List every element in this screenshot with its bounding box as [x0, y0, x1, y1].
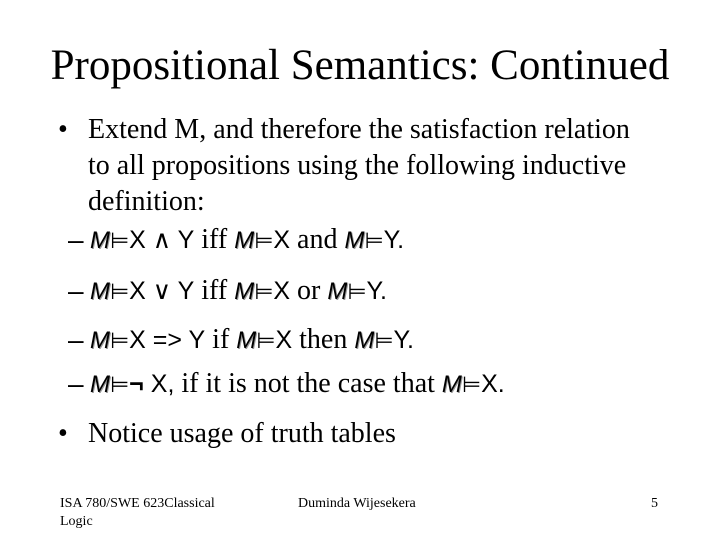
models-symbol: ⊨: [461, 373, 482, 398]
formula: X ∧ Y: [129, 226, 195, 254]
connective: if: [212, 324, 230, 355]
model-symbol: M: [90, 371, 110, 398]
sub-bullet-marker: –: [68, 224, 84, 255]
connective: iff: [201, 224, 228, 255]
models-symbol: ⊨: [110, 329, 130, 354]
sub-bullet-marker: –: [68, 275, 84, 306]
negation-text: if it is not the case that: [181, 368, 435, 399]
models-symbol: ⊨: [254, 229, 274, 254]
models-symbol: ⊨: [374, 329, 394, 354]
model-symbol: M: [441, 371, 462, 398]
variable-x-end: X.: [481, 370, 505, 398]
model-symbol: M: [90, 227, 110, 254]
variable-x: X: [275, 326, 293, 354]
variable-y: Y.: [393, 326, 414, 354]
models-symbol: ⊨: [110, 229, 130, 254]
variable-x: X: [273, 277, 291, 305]
model-symbol: M: [236, 327, 257, 354]
models-symbol: ⊨: [110, 373, 130, 398]
rule-body: [90, 366, 505, 404]
formula: X ∨ Y: [129, 277, 195, 305]
connective: or: [297, 275, 321, 306]
models-symbol: ⊨: [110, 280, 130, 305]
model-symbol: M: [90, 327, 110, 354]
connective: then: [299, 324, 348, 355]
rule-body: [90, 273, 387, 311]
negation-symbol: ¬: [129, 370, 144, 398]
rule-body: [90, 322, 414, 360]
footer-author: Duminda Wijesekera: [298, 496, 416, 511]
model-symbol: M: [327, 278, 348, 305]
bullet-text: Notice usage of truth tables: [88, 418, 396, 449]
model-symbol: M: [234, 227, 255, 254]
bullet-marker: •: [58, 114, 68, 145]
model-symbol: M: [344, 227, 365, 254]
bullet-text: Extend M, and therefore the satisfaction relation to all propositions using the following inductive definition:: [88, 114, 630, 217]
footer-course: ISA 780/SWE 623Classical Logic: [60, 496, 215, 529]
footer-page-number: 5: [651, 496, 658, 511]
variable-x: X,: [150, 370, 175, 398]
formula: X => Y: [129, 326, 206, 354]
variable-x: X: [273, 226, 291, 254]
rule-body: [90, 222, 404, 260]
models-symbol: ⊨: [254, 280, 274, 305]
model-symbol: M: [354, 327, 375, 354]
models-symbol: ⊨: [347, 280, 367, 305]
variable-y: Y.: [383, 226, 405, 254]
connective: and: [297, 224, 338, 255]
bullet-marker: •: [58, 418, 68, 449]
model-symbol: M: [90, 278, 110, 305]
connective: iff: [201, 275, 228, 306]
variable-y: Y.: [366, 277, 387, 305]
model-symbol: M: [234, 278, 255, 305]
sub-bullet-marker: –: [68, 324, 84, 355]
sub-bullet-marker: –: [68, 368, 84, 399]
models-symbol: ⊨: [256, 329, 276, 354]
slide-title: Propositional Semantics: Continued: [50, 42, 670, 89]
models-symbol: ⊨: [364, 229, 384, 254]
